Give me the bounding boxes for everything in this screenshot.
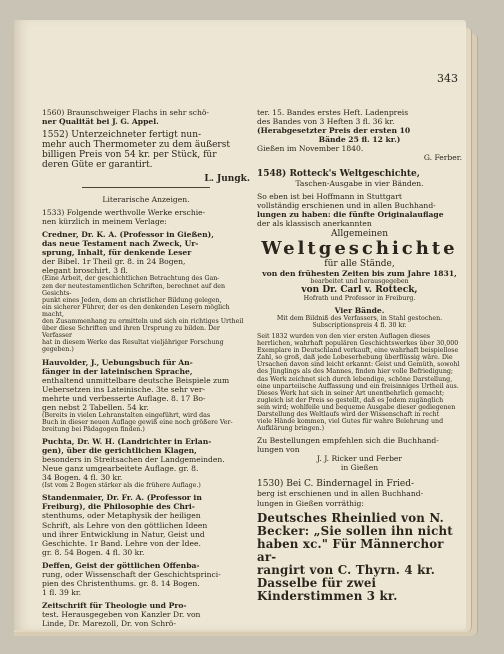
text-line: Linde, Dr. Marezoll, Dr. von Schrö- (42, 619, 176, 628)
text-line: sprung, Inhalt, für denkende Leser (42, 248, 192, 258)
text-line: Hauvolder, J., Uebungsbuch für An- (42, 357, 193, 367)
text-line: test. Herausgegeben von Kanzler Dr. von (42, 609, 201, 619)
text-line: Becker: „Sie sollen ihn nicht (257, 523, 453, 538)
text-line: lungen zu haben: die fünfte Originalauflage (257, 210, 444, 220)
text-line: Deutsches Rheinlied von N. (257, 510, 444, 525)
text-line: herrlichen, wahrhaft populären Geschichtswerkes über 30,000 (257, 340, 459, 348)
text-line: elegant broschirt. 3 fl. (42, 266, 128, 276)
text-line: Buch in dieser neuen Auflage gewiß eine noch größere Ver- (42, 418, 233, 426)
text-line: von Dr. Carl v. Rotteck, (301, 284, 418, 295)
text-line: rung, oder Wissenschaft der Geschichtsprinci- (42, 569, 221, 579)
text-line: ner Qualität bei J. G. Appel. (42, 117, 159, 127)
text-line: So eben ist bei Hoffmann in Stuttgart (257, 192, 402, 202)
text-line: 1530) Bei C. Bindernagel in Fried- (257, 479, 414, 490)
text-line: breitung bei Pädagogen finden.) (42, 425, 145, 433)
text-line: eine unparteiische Auffassung und ein freisinniges Urtheil aus. (257, 382, 459, 390)
text-line: 34 Bogen. 4 fl. 30 kr. (42, 473, 123, 483)
text-line: das Werk zeichnet sich durch lebendige, schöne Darstellung, (257, 375, 453, 383)
text-line: berg ist erschienen und in allen Buchhand- (257, 489, 424, 499)
text-line: in Gießen (340, 463, 379, 473)
text-line: Dasselbe für zwei Kinderstimmen 3 kr. (257, 575, 398, 603)
text-line: Zu Bestellungen empfehlen sich die Buchhand- (257, 436, 439, 446)
text-line: punkt eines Jeden, dem an christlicher Bildung gelegen, (42, 296, 222, 304)
text-line: Uebersetzen ins Lateinische. 3te sehr ver- (42, 384, 206, 394)
text-line: Taschen-Ausgabe in vier Bänden. (295, 179, 424, 189)
text-line: Exemplare in Deutschland verkauft, eine wahrhaft beispiellose (257, 347, 459, 355)
text-line: Zahl, so groß, daß jede Lobeserhebung überflüssig wäre. Die (257, 354, 453, 362)
text-line: sein wird; wohlfeile und bequeme Ausgabe dieser gediegenen (257, 403, 456, 411)
text-line: Freiburg), die Philosophie des Chri- (42, 502, 195, 512)
text-line: J. J. Ricker und Ferber (316, 454, 403, 464)
text-line: Geschichte. 1r Band. Lehre von der Idee. (42, 538, 201, 548)
text-line: bearbeitet und herausgegeben (310, 277, 409, 285)
text-line: vollständig erschienen und in allen Buchhand- (257, 201, 436, 211)
text-line: ter. 15. Bandes erstes Heft. Ladenpreis (257, 108, 409, 117)
text-line: hat in diesem Werke das Resultat vieljähriger Forschung gegeben.) (42, 339, 224, 354)
text-line: der Bibel. 1r Theil gr. 8. in 24 Bogen, (42, 257, 186, 267)
text-line: Puchta, Dr. W. H. (Landrichter in Erlan- (42, 437, 212, 447)
text-line: des Bandes von 3 Heften 3 fl. 36 kr. (257, 117, 395, 127)
text-line: Allgemeinen (330, 228, 388, 239)
text-line: besonders in Streitsachen der Landgemeinden. (42, 455, 225, 465)
text-line: zugleich ist der Preis so gestellt, daß es Jedem zugänglich (257, 396, 444, 404)
text-line: zen der neutestamentlichen Schriften, berechnet auf den Gesichts- (42, 282, 226, 297)
text-line: nen kürzlich in meinem Verlage: (42, 217, 167, 227)
text-line: G. Ferber. (423, 153, 462, 163)
text-line: lungen von (257, 445, 300, 455)
text-line: und ihrer Entwicklung in Natur, Geist und (42, 529, 205, 539)
text-line: Zeitschrift für Theologie und Pro- (42, 600, 187, 610)
text-line: (Bereits in vielen Lehranstalten eingeführt, wird das (42, 411, 211, 419)
text-line: 1560) Braunschweiger Flachs in sehr schö- (42, 108, 209, 117)
page-number: 343 (437, 72, 458, 85)
text-line: rangirt von C. Thyrn. 4 kr. (257, 562, 436, 577)
text-line: des Jünglings als des Mannes, finden hier volle Befriedigung; (257, 368, 454, 376)
text-line: Hofrath und Professor in Freiburg. (303, 294, 416, 302)
text-line: (Eine Arbeit, der geschichtlichen Betrachtung des Gan- (42, 275, 220, 283)
book-page (14, 20, 466, 630)
text-line: Subscriptionspreis 4 fl. 30 kr. (312, 321, 407, 329)
text-line: von den frühesten Zeiten bis zum Jahre 1831, (262, 268, 457, 278)
text-line: über diese Schriften und ihren Ursprung zu bilden. Der Verfasser (42, 325, 220, 340)
text-line: den Zusammenhang zu ermitteln und sich ein richtiges Urtheil (42, 318, 244, 326)
text-line: Seit 1832 wurden von den vier ersten Auflagen dieses (257, 332, 431, 340)
text-line: 1548) Rotteck's Weltgeschichte, (257, 169, 420, 180)
text-line: 1552) Unterzeichneter fertigt nun- (42, 130, 202, 141)
text-line: Standenmaier, Dr. Fr. A. (Professor in (42, 493, 202, 503)
text-line: Mit dem Bildniß des Verfassers, in Stahl gestochen. (276, 314, 443, 322)
text-line: ein sicherer Führer, der es den denkenden Lesern möglich macht, (42, 303, 230, 318)
text-line: gen nebst 2 Tabellen. 54 kr. (42, 402, 149, 412)
left-column (42, 108, 250, 628)
text-line: lungen in Gießen vorräthig: (257, 498, 364, 508)
text-line: gen), über die gerichtlichen Klagen, (42, 446, 197, 456)
text-line: Aufklärung bringen.) (257, 425, 325, 433)
text-line: Schrift, als Lehre von den göttlichen Ideen (42, 520, 208, 530)
text-line: für alle Stände, (324, 258, 395, 269)
text-line: stenthums, oder Metaphysik der heiligen (42, 511, 201, 521)
text-line: 1533) Folgende werthvolle Werke erschie- (42, 208, 206, 218)
text-line: das neue Testament nach Zweck, Ur- (42, 239, 199, 249)
text-line: Neue ganz umgearbeitete Auflage. gr. 8. (42, 464, 199, 474)
text-line: mehrte und verbesserte Auflage. 8. 17 Bo- (42, 393, 206, 403)
text-line: mehr auch Thermometer zu dem äußerst (42, 140, 230, 151)
text-line: Gießen im November 1840. (257, 144, 364, 154)
text-line: (Ist vom 2 Bogen stärker als die frühere Auflage.) (42, 482, 201, 490)
text-line: Vier Bände. (334, 305, 385, 315)
text-line: pien des Christenthums. gr. 8. 14 Bogen. (42, 578, 200, 588)
text-line: Credner, Dr. K. A. (Professor in Gießen), (42, 230, 214, 240)
text-line: Literarische Anzeigen. (102, 195, 190, 205)
text-line: Weltgeschichte (261, 237, 458, 259)
text-line: viele Hände kommen, viel Gutes für wahre Belehrung und (257, 418, 444, 426)
text-line: Bände 25 fl. 12 kr.) (318, 135, 401, 145)
text-line: L. Jungk. (204, 174, 250, 185)
text-line: billigen Preis von 54 kr. per Stück, für (42, 150, 217, 161)
text-line: der als klassisch anerkannten (257, 219, 372, 229)
text-line: Ursachen davon sind leicht erkannt: Geist und Gemüth, sowohl (257, 361, 460, 369)
text-line: 1 fl. 39 kr. (42, 587, 82, 597)
text-line: gr. 8. 54 Bogen. 4 fl. 30 kr. (42, 547, 145, 557)
right-column (257, 108, 462, 603)
text-line: Dieses Werk hat sich in seiner Art unentbehrlich gemacht; (257, 389, 445, 397)
text-line: (Herabgesetzter Preis der ersten 10 (257, 126, 411, 136)
text-line: deren Güte er garantirt. (42, 160, 153, 171)
text-line: haben xc." Für Männerchor ar- (257, 536, 444, 564)
text-line: fänger in der lateinischen Sprache, (42, 366, 193, 376)
text-line: Darstellung des Weltlaufs wird der Wissenschaft in recht (257, 411, 440, 419)
text-line: enthaltend unmittelbare deutsche Beispiele zum (42, 375, 230, 385)
section-divider (82, 187, 210, 188)
text-line: Deffen, Geist der göttlichen Offenba- (42, 560, 200, 570)
